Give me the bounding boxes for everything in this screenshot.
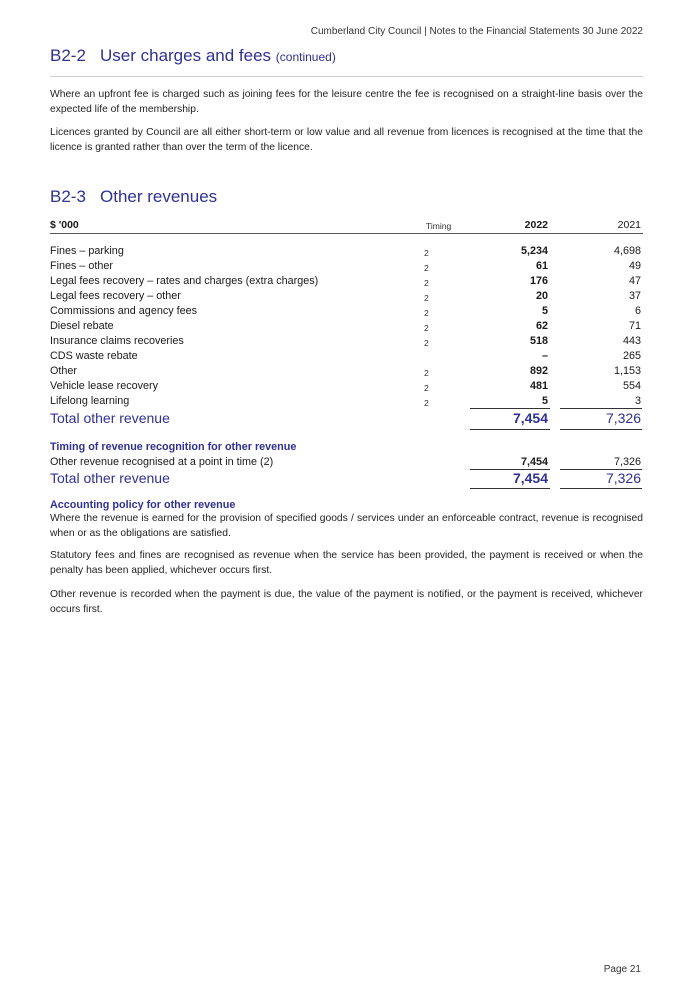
row-label: Lifelong learning — [50, 395, 130, 407]
total-label: Total other revenue — [50, 410, 170, 426]
row-label: Fines – parking — [50, 245, 124, 257]
row-value-2021: 37 — [628, 290, 641, 302]
column-header-unit: $ '000 — [50, 219, 79, 231]
row-value-2021: 554 — [622, 380, 641, 392]
page-header: Cumberland City Council | Notes to the Financial Statements 30 June 2022 — [310, 26, 643, 37]
row-timing: 2 — [424, 293, 429, 303]
column-header-timing: Timing — [426, 221, 452, 231]
section-title-b2-2 — [50, 46, 336, 66]
row-value-2022: 5 — [541, 395, 548, 407]
row-value-2021: 3 — [634, 395, 641, 407]
policy-paragraph-3: Other revenue is recorded when the payment is due, the value of the payment is notified, or the payment is received, whichever occurs first. — [50, 589, 643, 615]
row-value-2022: – — [541, 350, 548, 362]
row-timing: 2 — [424, 308, 429, 318]
total-label: Total other revenue — [50, 470, 170, 486]
page-number: Page 21 — [603, 964, 641, 975]
column-header-2022: 2022 — [524, 219, 548, 231]
row-value-2022: 20 — [535, 290, 548, 302]
table-row — [50, 380, 643, 395]
row-value-2022: 481 — [529, 380, 548, 392]
row-label: Diesel rebate — [50, 320, 114, 332]
row-value-2022: 62 — [535, 320, 548, 332]
row-timing: 2 — [424, 323, 429, 333]
row-label: Commissions and agency fees — [50, 305, 198, 317]
total-other-revenue — [50, 410, 643, 432]
row-value-2021: 47 — [628, 275, 641, 287]
row-timing: 2 — [424, 338, 429, 348]
row-value-2022: 892 — [529, 365, 548, 377]
row-value-2021: 4,698 — [613, 245, 641, 257]
table-row — [50, 305, 643, 320]
table-row — [50, 395, 643, 410]
row-label: Other revenue recognised at a point in time (2) — [50, 456, 274, 468]
paragraph-upfront-fee: Where an upfront fee is charged such as joining fees for the leisure centre the fee is recognised on a straight-line basis over the expected life of the membership. — [50, 89, 643, 115]
row-value-2021: 6 — [634, 305, 641, 317]
table-row — [50, 350, 643, 365]
row-timing: 2 — [424, 398, 429, 408]
column-header-2021: 2021 — [617, 219, 641, 231]
row-value-2021: 443 — [622, 335, 641, 347]
total-underline-2022 — [470, 429, 550, 430]
timing-heading: Timing of revenue recognition for other revenue — [50, 441, 297, 453]
row-value-2022: 5 — [541, 305, 548, 317]
total-value-2022: 7,454 — [512, 470, 548, 486]
section-title-b2-3 — [50, 187, 217, 207]
row-timing: 2 — [424, 383, 429, 393]
timing-total — [50, 470, 643, 492]
row-timing: 2 — [424, 263, 429, 273]
policy-paragraph-2: Statutory fees and fines are recognised as revenue when the service has been provided, the payment is received or when the penalty has been applied, whichever occurs first. — [50, 550, 643, 576]
table-row — [50, 320, 643, 335]
table-row — [50, 290, 643, 305]
total-value-2021: 7,326 — [605, 410, 641, 426]
row-value-2021: 265 — [622, 350, 641, 362]
row-value-2022: 7,454 — [520, 456, 548, 468]
total-rule-2021 — [560, 408, 642, 409]
row-label: CDS waste rebate — [50, 350, 138, 362]
timing-underline-2021 — [560, 488, 642, 489]
row-label: Legal fees recovery – rates and charges (extra charges) — [50, 275, 319, 287]
row-value-2022: 5,234 — [520, 245, 548, 257]
total-underline-2021 — [560, 429, 642, 430]
table-row — [50, 275, 643, 290]
row-value-2021: 71 — [628, 320, 641, 332]
section-heading: Other revenues — [100, 187, 218, 206]
total-rule-2022 — [470, 408, 550, 409]
timing-row — [50, 456, 643, 471]
table-row — [50, 335, 643, 350]
policy-heading: Accounting policy for other revenue — [50, 499, 236, 511]
table-row — [50, 245, 643, 260]
row-label: Vehicle lease recovery — [50, 380, 159, 392]
table-row — [50, 365, 643, 380]
row-timing: 2 — [424, 248, 429, 258]
policy-paragraph-1: Where the revenue is earned for the provision of specified goods / services under an enforceable contract, revenue is recognised when or as the obligations are satisfied. — [50, 513, 643, 539]
row-label: Other — [50, 365, 78, 377]
row-timing: 2 — [424, 278, 429, 288]
row-value-2021: 7,326 — [613, 456, 641, 468]
header-underline — [50, 233, 643, 234]
row-label: Fines – other — [50, 260, 114, 272]
continued-label: (continued) — [275, 50, 336, 64]
row-value-2021: 1,153 — [613, 365, 641, 377]
total-value-2022: 7,454 — [512, 410, 548, 426]
row-value-2022: 176 — [529, 275, 548, 287]
paragraph-licences: Licences granted by Council are all either short-term or low value and all revenue from licences is recognised at the time that the licence is granted rather than over the term of the licence. — [50, 127, 643, 153]
section-number: B2-2 — [50, 46, 86, 65]
row-label: Legal fees recovery – other — [50, 290, 181, 302]
section-heading: User charges and fees — [100, 46, 272, 65]
section-number: B2-3 — [50, 187, 86, 206]
table-row — [50, 260, 643, 275]
row-value-2022: 518 — [529, 335, 548, 347]
row-value-2022: 61 — [535, 260, 548, 272]
row-value-2021: 49 — [628, 260, 641, 272]
section-divider — [50, 76, 643, 77]
row-timing: 2 — [424, 368, 429, 378]
row-label: Insurance claims recoveries — [50, 335, 184, 347]
total-value-2021: 7,326 — [605, 470, 641, 486]
timing-underline-2022 — [470, 488, 550, 489]
